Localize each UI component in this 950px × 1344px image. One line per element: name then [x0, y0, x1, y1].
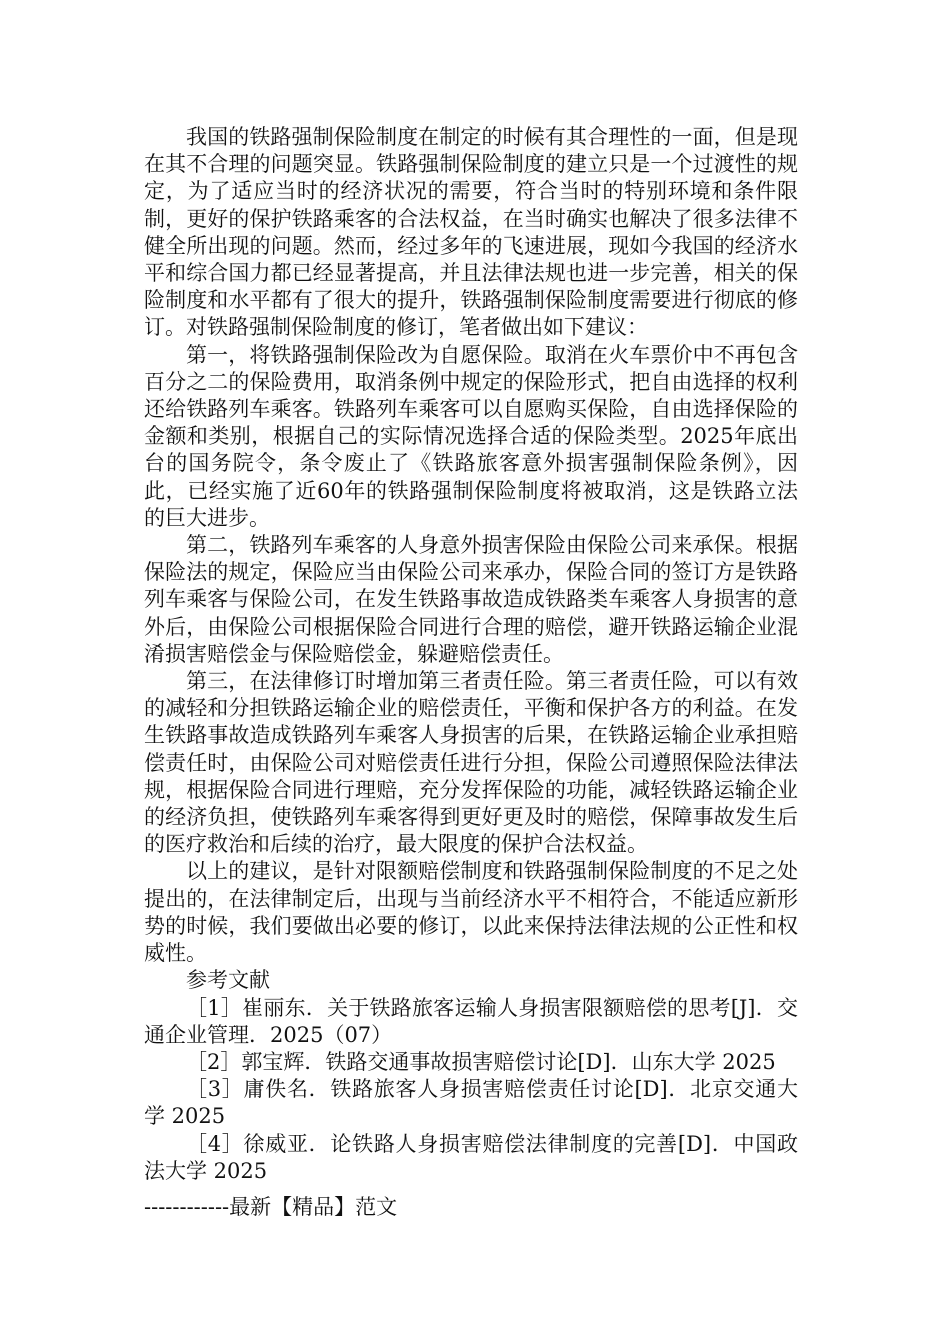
document-body [144, 124, 798, 1185]
reference-item: ［1］崔丽东．关于铁路旅客运输人身损害限额赔偿的思考[J]．交通企业管理．2025（07） [144, 995, 798, 1047]
paragraph-third-suggestion: 第三，在法律修订时增加第三者责任险。第三者责任险，可以有效的减轻和分担铁路运输企业的赔偿责任，平衡和保护各方的利益。在发生铁路事故造成铁路列车乘客人身损害的后果，在铁路运输企业承担赔偿责任时，由保险公司对赔偿责任进行分担，保险公司遵照保险法律法规，根据保险合同进行理赔，充分发挥保险的功能，减轻铁路运输企业的经济负担，使铁路列车乘客得到更好更及时的赔偿，保障事故发生后的医疗救治和后续的治疗，最大限度的保护合法权益。 [144, 669, 798, 857]
footer-text: ------------最新【精品】范文 [144, 1195, 398, 1219]
references-heading: 参考文献 [186, 968, 270, 993]
paragraph-conclusion: 以上的建议，是针对限额赔偿制度和铁路强制保险制度的不足之处提出的，在法律制定后，出现与当前经济水平不相符合，不能适应新形势的时候，我们要做出必要的修订，以此来保持法律法规的公正性和权威性。 [144, 859, 798, 966]
paragraph-intro: 我国的铁路强制保险制度在制定的时候有其合理性的一面，但是现在其不合理的问题突显。铁路强制保险制度的建立只是一个过渡性的规定，为了适应当时的经济状况的需要，符合当时的特别环境和条件限制，更好的保护铁路乘客的合法权益，在当时确实也解决了很多法律不健全所出现的问题。然而，经过多年的飞速进展，现如今我国的经济水平和综合国力都已经显著提高，并且法律法规也进一步完善，相关的保险制度和水平都有了很大的提升，铁路强制保险制度需要进行彻底的修订。对铁路强制保险制度的修订，笔者做出如下建议： [144, 125, 798, 340]
paragraph-first-suggestion: 第一，将铁路强制保险改为自愿保险。取消在火车票价中不再包含百分之二的保险费用，取消条例中规定的保险形式，把自由选择的权利还给铁路列车乘客。铁路列车乘客可以自愿购买保险，自由选择保险的金额和类别，根据自己的实际情况选择合适的保险类型。2025年底出台的国务院令，条令废止了《铁路旅客意外损害强制保险条例》，因此，已经实施了近60年的铁路强制保险制度将被取消，这是铁路立法的巨大进步。 [144, 342, 798, 530]
reference-item: ［4］徐威亚．论铁路人身损害赔偿法律制度的完善[D]．中国政法大学 2025 [144, 1131, 798, 1183]
reference-item: ［2］郭宝辉．铁路交通事故损害赔偿讨论[D]．山东大学 2025 [186, 1049, 776, 1074]
reference-item: ［3］庸佚名．铁路旅客人身损害赔偿责任讨论[D]．北京交通大学 2025 [144, 1077, 798, 1129]
paragraph-second-suggestion: 第二，铁路列车乘客的人身意外损害保险由保险公司来承保。根据保险法的规定，保险应当由保险公司来承办，保险合同的签订方是铁路列车乘客与保险公司，在发生铁路事故造成铁路类车乘客人身损害的意外后，由保险公司根据保险合同进行合理的赔偿，避开铁路运输企业混淆损害赔偿金与保险赔偿金，躲避赔偿责任。 [144, 533, 798, 666]
references-list [144, 995, 798, 1185]
